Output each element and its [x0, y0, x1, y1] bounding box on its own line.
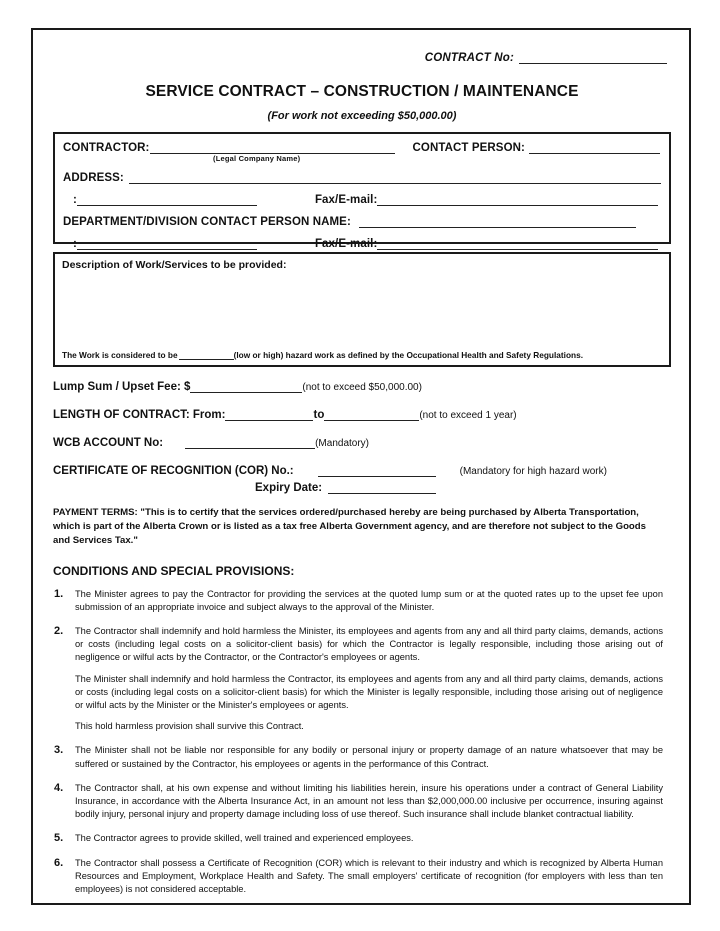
- cor-number-row: [53, 463, 671, 477]
- condition-text: [75, 782, 671, 822]
- contact-person-label: CONTACT PERSON:: [412, 142, 525, 154]
- condition-paragraph: This hold harmless provision shall survive this Contract.: [75, 721, 304, 732]
- payment-terms-paragraph: PAYMENT TERMS: "This is to certify that the services ordered/purchased hereby are being purchased by Alberta Transportation, which is part of the Alberta Crown or is listed as a tax free Alberta Government agency, and are therefore not subject to the Goods and Services Tax.": [53, 507, 646, 546]
- condition-number: 4.: [54, 781, 64, 794]
- condition-number: 6.: [54, 856, 64, 869]
- condition-paragraph: The Contractor shall indemnify and hold harmless the Minister, its employees and agents from any and all third party claims, demands, actions or costs (including legal costs on a solicitor-client basis) for which the Contractor is legally responsible, including those arising out of negligence or wilful acts by the Contractor, or the Contractor's employees or agents.: [75, 626, 663, 663]
- work-description-label: Description of Work/Services to be provided:: [62, 259, 287, 271]
- wcb-account-note: (Mandatory): [315, 438, 369, 449]
- document-body: [33, 30, 689, 903]
- condition-text: [75, 857, 671, 897]
- department-fax-email-label: Fax/E-mail:: [314, 237, 378, 250]
- cor-number-label: CERTIFICATE OF RECOGNITION (COR) No.:: [53, 465, 294, 477]
- phone-fax-row: [63, 192, 661, 206]
- lump-sum-field[interactable]: [190, 379, 302, 393]
- condition-paragraph: The Minister shall indemnify and hold harmless the Contractor, its employees and agents from any and all third party claims, demands, actions or costs (including legal costs on a solicitor-client basis) for which the Minister is legally responsible, including those arising out of negligence or wilful acts by the Minister or the Minister's employees or agents.: [75, 673, 663, 711]
- address-field[interactable]: [129, 170, 661, 184]
- legal-company-name-note: (Legal Company Name): [213, 154, 301, 163]
- contract-length-row: [53, 407, 671, 421]
- condition-number: 3.: [54, 744, 64, 757]
- document-title: SERVICE CONTRACT – CONSTRUCTION / MAINTENANCE: [145, 83, 579, 100]
- condition-number: 1.: [54, 587, 64, 600]
- fax-email-field[interactable]: [377, 192, 658, 206]
- condition-item: [53, 782, 671, 822]
- lump-sum-label: Lump Sum / Upset Fee: $: [53, 381, 191, 393]
- fees-and-dates-block: [53, 379, 671, 494]
- condition-item: [53, 832, 671, 845]
- condition-number: 2.: [54, 625, 64, 638]
- condition-item: [53, 625, 671, 733]
- condition-text: [75, 744, 671, 770]
- lump-sum-row: [53, 379, 671, 393]
- contract-start-date-field[interactable]: [225, 407, 313, 421]
- department-contact-label: DEPARTMENT/DIVISION CONTACT PERSON NAME:: [63, 215, 351, 228]
- hazard-classification-line: [62, 349, 663, 360]
- condition-text: [75, 832, 671, 845]
- fax-email-label: Fax/E-mail:: [314, 193, 378, 206]
- cor-number-field[interactable]: [318, 463, 436, 477]
- address-row: [63, 170, 661, 184]
- contractor-info-box: [53, 132, 671, 250]
- contract-length-to-label: to: [313, 409, 325, 421]
- contractor-name-field[interactable]: [150, 140, 395, 154]
- contract-length-label: LENGTH OF CONTRACT: From:: [53, 409, 226, 421]
- wcb-account-row: [53, 435, 671, 449]
- cor-expiry-label: Expiry Date:: [255, 482, 323, 494]
- wcb-account-label: WCB ACCOUNT No:: [53, 437, 164, 449]
- document-page-frame: [31, 28, 691, 905]
- department-phone-fax-row: [63, 236, 661, 250]
- conditions-heading: CONDITIONS AND SPECIAL PROVISIONS:: [53, 563, 295, 578]
- condition-item: [53, 744, 671, 770]
- work-description-box[interactable]: [53, 252, 671, 367]
- department-phone-field[interactable]: [77, 236, 257, 250]
- cor-number-note: (Mandatory for high hazard work): [459, 466, 607, 477]
- address-label: ADDRESS:: [63, 171, 124, 184]
- contract-number-row: [53, 50, 667, 64]
- conditions-list: [53, 588, 671, 896]
- cor-expiry-field[interactable]: [328, 480, 436, 494]
- contract-number-field[interactable]: [519, 50, 667, 64]
- condition-paragraph: The Contractor shall, at his own expense and without limiting his liabilities herein, insure his operations under a contract of General Liability Insurance, in accordance with the Alberta Insurance Act, in an amount not less than $2,000,000.00 inclusive per occurrence, insuring against bodily injury, personal injury and property damage including loss of use thereof. Such insurance shall include blanket contractual liability.: [75, 782, 663, 820]
- condition-paragraph: The Minister shall not be liable nor responsible for any bodily or personal injury or property damage of an nature whatsoever that may be suffered or sustained by the Contractor, his employees or agents in the performance of this Contract.: [75, 745, 663, 769]
- contact-person-field[interactable]: [529, 140, 660, 154]
- department-fax-email-field[interactable]: [377, 236, 658, 250]
- contract-number-label: CONTRACT No:: [424, 52, 514, 64]
- hazard-level-field[interactable]: [179, 349, 234, 360]
- contract-end-date-field[interactable]: [324, 407, 419, 421]
- department-contact-field[interactable]: [359, 214, 636, 228]
- phone-field[interactable]: [77, 192, 257, 206]
- condition-text: [75, 625, 671, 733]
- wcb-account-field[interactable]: [185, 435, 315, 449]
- lump-sum-note: (not to exceed $50,000.00): [302, 382, 422, 393]
- contractor-label: CONTRACTOR:: [63, 142, 150, 154]
- condition-paragraph: The Minister agrees to pay the Contractor for providing the services at the quoted lump sum or at the quoted rates up to the upset fee upon submission of an appropriate invoice and subject always to the approval of the Minister.: [75, 588, 663, 612]
- cor-expiry-row: [255, 480, 671, 494]
- contract-length-note: (not to exceed 1 year): [419, 410, 517, 421]
- phone-label: :: [73, 193, 77, 206]
- condition-paragraph: The Contractor shall possess a Certificate of Recognition (COR) which is relevant to their industry and which is recognized by Alberta Human Resources and Employment, Workplace Health and Safety. The small employers' certificate of recognition (for employers with less than ten employees) is not considered acceptable.: [75, 857, 663, 894]
- hazard-prefix-text: The Work is considered to be: [62, 350, 178, 360]
- document-subtitle: (For work not exceeding $50,000.00): [267, 110, 457, 122]
- condition-item: [53, 857, 671, 897]
- condition-number: 5.: [54, 832, 64, 845]
- condition-text: [75, 588, 671, 614]
- hazard-suffix-text: (low or high) hazard work as defined by the Occupational Health and Safety Regulations.: [233, 350, 584, 360]
- department-contact-row: [63, 214, 661, 228]
- contractor-row: [63, 140, 661, 154]
- condition-paragraph: The Contractor agrees to provide skilled, well trained and experienced employees.: [75, 833, 414, 844]
- department-phone-label: :: [73, 237, 77, 250]
- condition-item: [53, 588, 671, 614]
